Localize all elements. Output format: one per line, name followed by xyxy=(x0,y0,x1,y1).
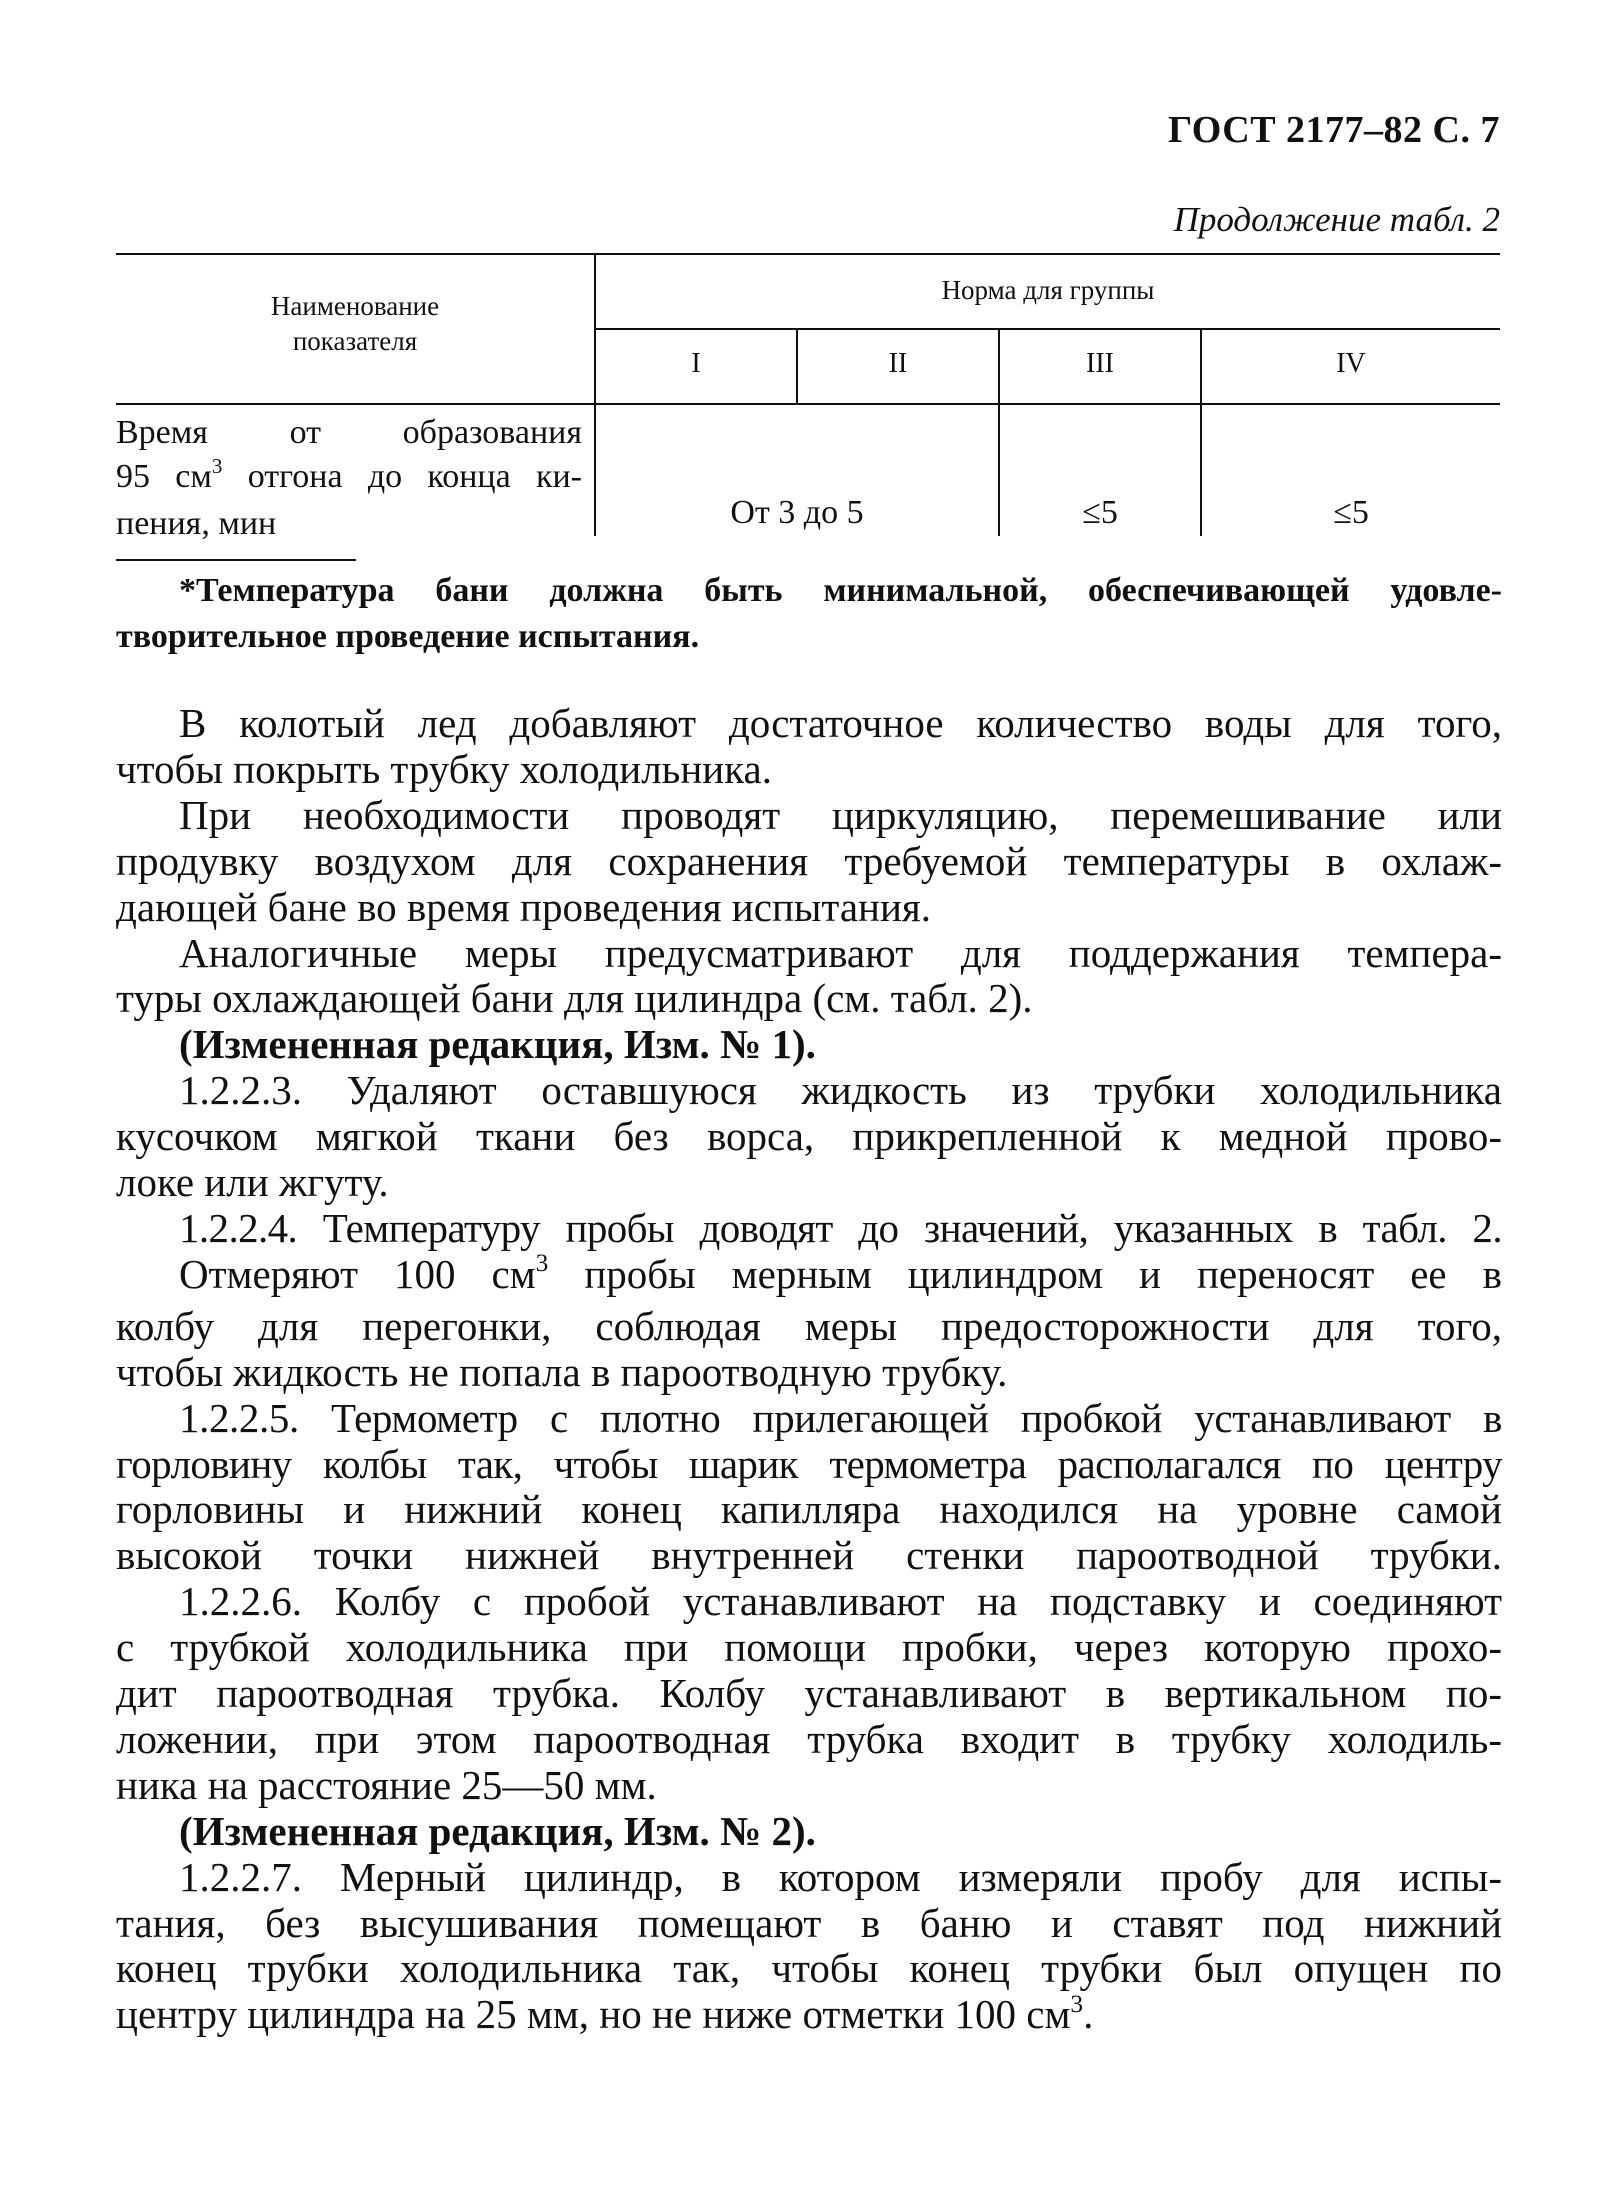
indicator-line1: Время от образования xyxy=(116,414,582,451)
section-1-2-2-5: 1.2.2.5. Термометр с плотно прилегающей пробкой устанавливают в xyxy=(179,1394,1502,1441)
body-line: продувку воздухом для сохранения требуемой температуры в охлаж- xyxy=(116,837,1502,884)
body-line: центру цилиндра на 25 мм, но не ниже отметки 100 $см^3$. xyxy=(116,1989,1094,2038)
section-1-2-2-7: 1.2.2.7. Мерный цилиндр, в котором измеряли пробу для испы- xyxy=(179,1853,1502,1900)
body-line: колбу для перегонки, соблюдая меры предосторожности для того, xyxy=(116,1302,1502,1349)
group-III-header: III xyxy=(1086,348,1114,379)
body-line: Аналогичные меры предусматривают для поддержания темпера- xyxy=(179,929,1502,976)
indicator-cell xyxy=(116,411,582,546)
page-header: ГОСТ 2177–82 С. 7 xyxy=(1168,109,1500,151)
body-line: чтобы покрыть трубку холодильника. xyxy=(116,745,772,792)
table-continuation-label: Продолжение табл. 2 xyxy=(1173,200,1500,239)
body-line: При необходимости проводят циркуляцию, перемешивание или xyxy=(179,791,1502,838)
section-1-2-2-4: 1.2.2.4. Температуру пробы доводят до значений, указанных в табл. 2. xyxy=(179,1204,1502,1251)
body-line: Отмеряют 100 $см^3$ пробы мерным цилиндром и переносят ее в xyxy=(179,1249,1502,1297)
body-line: горловины и нижний конец капилляра находился на уровне самой xyxy=(116,1486,1502,1533)
body-line: локе или жгуту. xyxy=(116,1159,389,1206)
body-line: дающей бане во время проведения испытания. xyxy=(116,883,932,930)
footnote-rule xyxy=(116,559,356,561)
table-top-rule xyxy=(116,253,1500,255)
body-line: конец трубки холодильника так, чтобы конец трубки был опущен по xyxy=(116,1945,1502,1992)
section-1-2-2-6: 1.2.2.6. Колбу с пробой устанавливают на подставку и соединяют xyxy=(179,1578,1502,1625)
body-line: В колотый лед добавляют достаточное количество воды для того, xyxy=(179,700,1502,746)
amendment-note-1: (Измененная редакция, Изм. № 1). xyxy=(179,1021,816,1068)
body-text xyxy=(116,701,1502,2044)
value-group-IV: ≤5 xyxy=(1333,494,1369,531)
indicator-header-line1: Наименование xyxy=(270,291,440,321)
body-line: с трубкой холодильника при помощи пробки, через которую прохо- xyxy=(116,1624,1502,1671)
indicator-column-header xyxy=(116,289,594,359)
group-header-rule xyxy=(594,328,1500,330)
group-I-header: I xyxy=(691,348,701,379)
header-bottom-rule xyxy=(116,403,1500,405)
body-line: ника на расстояние 25—50 мм. xyxy=(116,1761,657,1808)
value-group-III: ≤5 xyxy=(1082,494,1118,531)
group-II-header: II xyxy=(888,348,908,379)
indicator-header-line2: показателя xyxy=(292,326,418,356)
body-line: дит пароотводная трубка. Колбу устанавливают в вертикальном по- xyxy=(116,1670,1502,1717)
body-line: кусочком мягкой ткани без ворса, прикрепленной к медной прово- xyxy=(116,1113,1502,1160)
body-line: туры охлаждающей бани для цилиндра (см. табл. 2). xyxy=(116,975,1033,1022)
body-line: ложении, при этом пароотводная трубка входит в трубку холодиль- xyxy=(116,1715,1502,1762)
body-line: высокой точки нижней внутренней стенки пароотводной трубки. xyxy=(116,1532,1502,1579)
footnote-line2: творительное проведение испытания. xyxy=(116,618,700,655)
amendment-note-2: (Измененная редакция, Изм. № 2). xyxy=(179,1807,816,1854)
group-norm-header: Норма для группы xyxy=(941,275,1155,305)
value-group-I-II: От 3 до 5 xyxy=(730,494,864,531)
indicator-line2: 95 $см^3$ отгона до конца ки- xyxy=(116,454,583,495)
footnote-line1: *Температура бани должна быть минимальной, обеспечивающей удовле- xyxy=(179,572,1502,609)
group-IV-header: IV xyxy=(1336,348,1366,379)
body-line: горловину колбы так, чтобы шарик термометра располагался по центру xyxy=(116,1440,1502,1487)
body-line: тания, без высушивания помещают в баню и ставят под нижний xyxy=(116,1899,1502,1946)
indicator-line3: пения, мин xyxy=(116,505,277,542)
table-footnote xyxy=(116,568,1502,660)
section-1-2-2-3: 1.2.2.3. Удаляют оставшуюся жидкость из трубки холодильника xyxy=(179,1067,1502,1114)
body-line: чтобы жидкость не попала в пароотводную трубку. xyxy=(116,1348,1008,1395)
norms-table xyxy=(116,253,1500,542)
